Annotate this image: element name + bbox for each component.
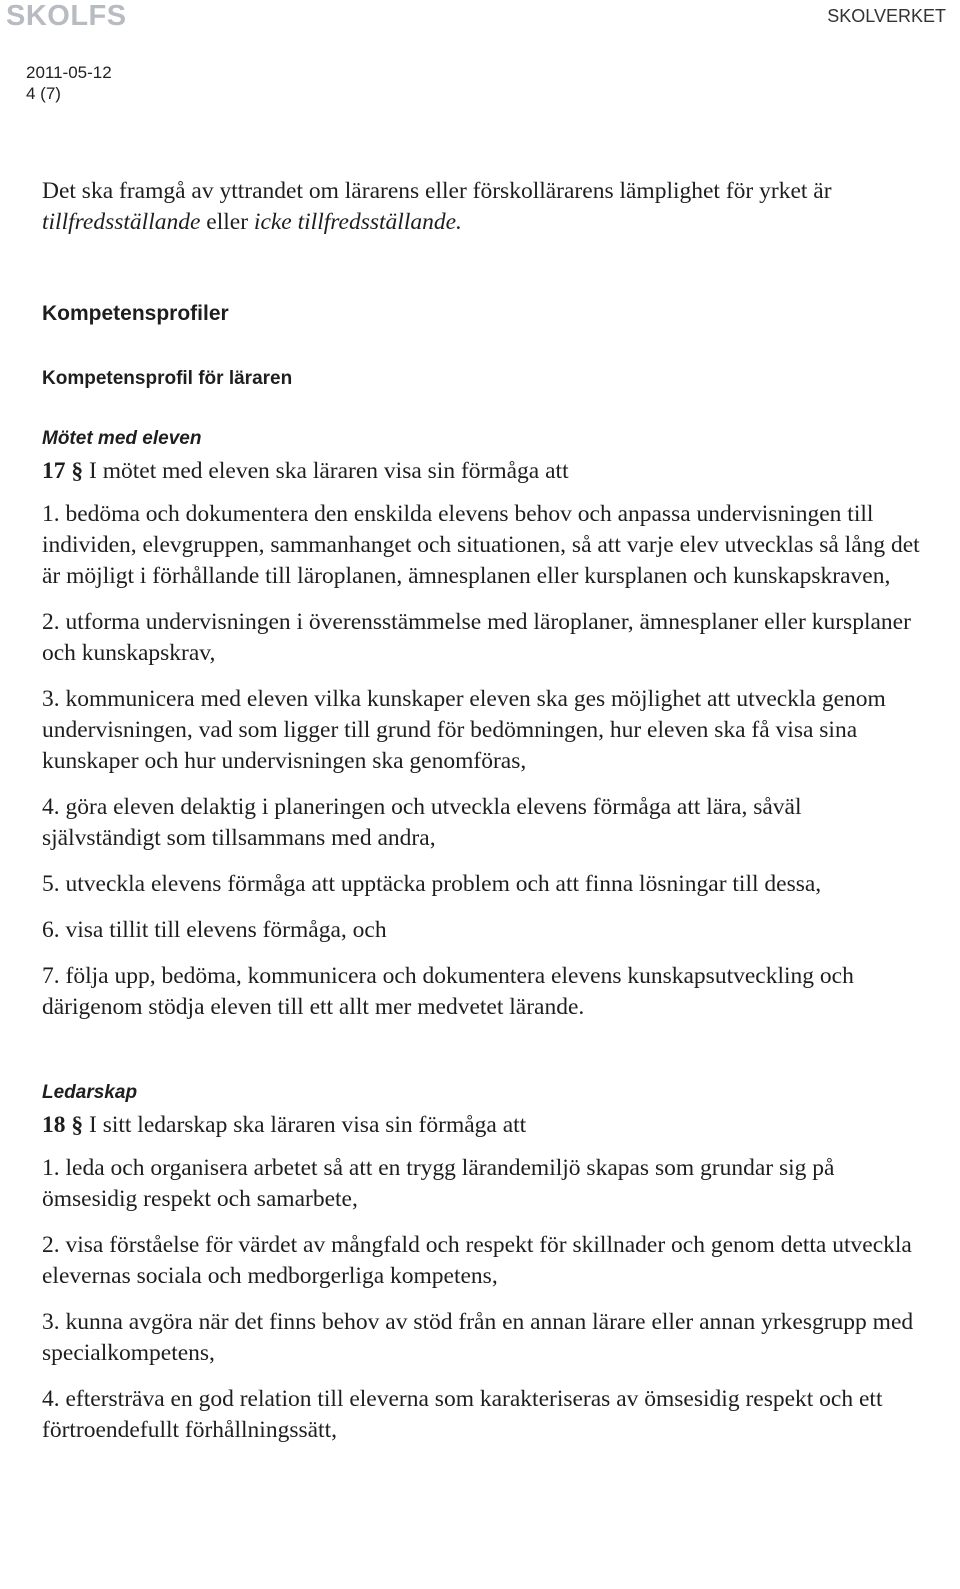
- section-intro-ledarskap: [42, 1110, 922, 1141]
- paragraph-symbol: §: [71, 1112, 84, 1138]
- document-meta: [26, 62, 112, 104]
- paragraph-number: 17: [42, 458, 66, 484]
- intro-text-1: Det ska framgå av yttrandet om lärarens eller förskollärarens lämplighet för yrket är: [42, 178, 832, 204]
- intro-text-2: eller: [200, 209, 254, 235]
- paragraph-intro-text: I mötet med eleven ska läraren visa sin förmåga att: [89, 458, 569, 484]
- section-spacer: [42, 1038, 922, 1080]
- paragraph-intro-text: I sitt ledarskap ska läraren visa sin förmåga att: [89, 1112, 527, 1138]
- list-item: 2. utforma undervisningen i överensstämmelse med läroplaner, ämnesplaner eller kursplaner och kunskapskrav,: [42, 609, 911, 666]
- section-intro-motet: [42, 456, 922, 487]
- page-number: 4 (7): [26, 84, 61, 103]
- list-item: 4. göra eleven delaktig i planeringen och utveckla elevens förmåga att lära, såväl självständigt som tillsammans med andra,: [42, 794, 802, 851]
- document-body: [42, 176, 922, 1461]
- section-list-ledarskap: [42, 1153, 922, 1446]
- paragraph-symbol: §: [71, 458, 84, 484]
- section-title-motet: Mötet med eleven: [42, 428, 202, 449]
- skolfs-logo: SKOLFS: [6, 0, 127, 32]
- list-item: 2. visa förståelse för värdet av mångfald och respekt för skillnader och genom detta utveckla elevernas sociala och medborgerliga kompetens,: [42, 1232, 912, 1289]
- list-item: 1. leda och organisera arbetet så att en trygg lärandemiljö skapas som grundar sig på ömsesidig respekt och samarbete,: [42, 1155, 835, 1212]
- list-item: 7. följa upp, bedöma, kommunicera och dokumentera elevens kunskapsutveckling och därigenom stödja eleven till ett allt mer medvetet lärande.: [42, 963, 854, 1020]
- list-item: 3. kommunicera med eleven vilka kunskaper eleven ska ges möjlighet att utveckla genom undervisningen, vad som ligger till grund för bedömningen, hur eleven ska få visa sina kunskaper och hur undervisningen ska genomföras,: [42, 686, 886, 774]
- section-title-ledarskap: Ledarskap: [42, 1082, 138, 1103]
- list-item: 5. utveckla elevens förmåga att upptäcka problem och att finna lösningar till dessa,: [42, 871, 822, 897]
- main-heading: Kompetensprofiler: [42, 302, 229, 325]
- intro-paragraph: [42, 176, 922, 238]
- intro-italic-1: tillfredsställande: [42, 209, 201, 235]
- list-item: 1. bedöma och dokumentera den enskilda elevens behov och anpassa undervisningen till individen, elevgruppen, sammanhanget och situationen, så att varje elev utvecklas så lång det är möjligt i förhållande till läroplanen, ämnesplanen eller kursplanen och kunskapskraven,: [42, 501, 920, 589]
- agency-name: SKOLVERKET: [827, 6, 946, 26]
- intro-italic-2: icke tillfredsställande.: [253, 209, 462, 235]
- list-item: 4. eftersträva en god relation till eleverna som karakteriseras av ömsesidig respekt och ett förtroendefullt förhållningssätt,: [42, 1386, 883, 1443]
- paragraph-number: 18: [42, 1112, 66, 1138]
- list-item: 6. visa tillit till elevens förmåga, och: [42, 917, 387, 943]
- sub-heading: Kompetensprofil för läraren: [42, 368, 293, 389]
- list-item: 3. kunna avgöra när det finns behov av stöd från en annan lärare eller annan yrkesgrupp med specialkompetens,: [42, 1309, 914, 1366]
- section-list-motet: [42, 499, 922, 1023]
- document-date: 2011-05-12: [26, 63, 112, 82]
